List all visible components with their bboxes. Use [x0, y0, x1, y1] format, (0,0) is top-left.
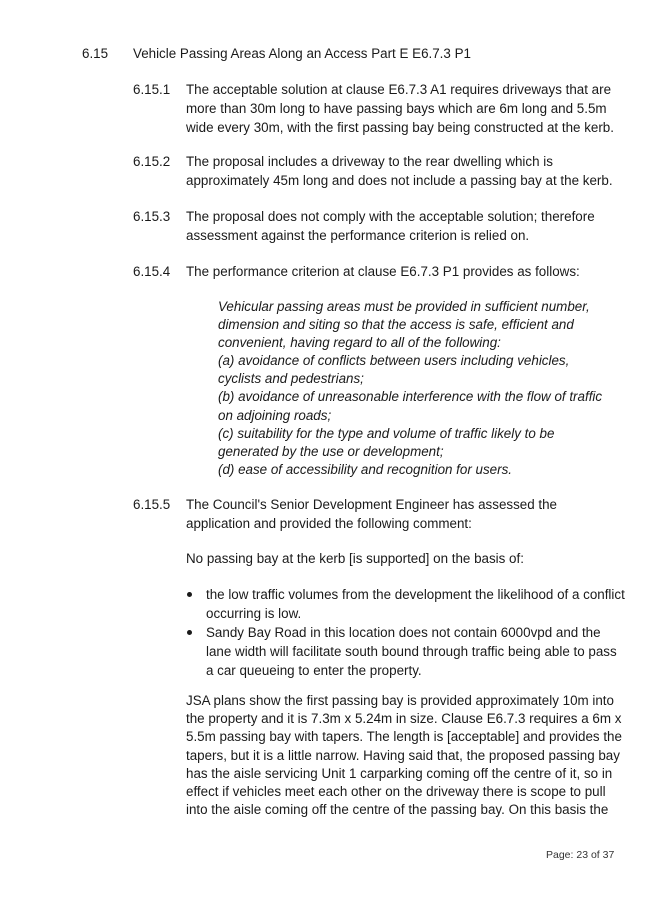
performance-criterion-quote: Vehicular passing areas must be provided in sufficient number, dimension and siting so that the access is safe, efficient and convenient, having regard to all of the following: (a) avoidance of conflicts between users including vehicles, cyclists and pedestrians; (b) avoidance of unreasonable interference with the flow of traffic on adjoining roads; (c) suitability for the type and volume of traffic likely to be generated by the use or development; (d) ease of accessibility and recognition for users.: [218, 299, 603, 477]
section-title: Vehicle Passing Areas Along an Access Part E E6.7.3 P1: [133, 46, 471, 61]
para-text: The proposal includes a driveway to the rear dwelling which is approximately 45m long and does not include a passing bay at the kerb.: [186, 154, 613, 188]
list-item: Sandy Bay Road in this location does not contain 6000vpd and the lane width will facilitate south bound through traffic being able to pass a car queueing to enter the property.: [206, 623, 625, 680]
para-text: The proposal does not comply with the acceptable solution; therefore assessment against the performance criterion is relied on.: [186, 209, 595, 243]
bullet-icon: [187, 630, 192, 635]
para-text: The performance criterion at clause E6.7.3 P1 provides as follows:: [186, 264, 580, 279]
para-number: 6.15.1: [133, 82, 171, 97]
list-item: the low traffic volumes from the development the likelihood of a conflict occurring is low.: [206, 585, 625, 623]
bullet-icon: [187, 592, 192, 597]
para-number: 6.15.2: [133, 154, 171, 169]
para-text: The Council's Senior Development Engineer has assessed the application and provided the following comment:: [186, 497, 558, 531]
section-number: 6.15: [82, 46, 109, 61]
comment-bullet-list: [206, 585, 625, 680]
para-number: 6.15.5: [133, 497, 171, 512]
para-number: 6.15.4: [133, 264, 171, 279]
comment-intro: No passing bay at the kerb [is supported] on the basis of:: [186, 551, 524, 566]
para-number: 6.15.3: [133, 209, 171, 224]
para-text: The acceptable solution at clause E6.7.3 A1 requires driveways that are more than 30m long to have passing bays which are 6m long and 5.5m wide every 30m, with the first passing bay being constructed at the kerb.: [186, 82, 614, 135]
page-number: Page: 23 of 37: [546, 849, 615, 861]
engineer-comment-paragraph: JSA plans show the first passing bay is provided approximately 10m into the property and it is 7.3m x 5.24m in size. Clause E6.7.3 requires a 6m x 5.5m passing bay with tapers. The length is [acceptable] and provides the tapers, but it is a little narrow. Having said that, the proposed passing bay has the aisle servicing Unit 1 carparking coming off the centre of it, so in effect if vehicles meet each other on the driveway there is scope to pull into the aisle coming off the centre of the passing bay. On this basis the: [186, 693, 622, 818]
